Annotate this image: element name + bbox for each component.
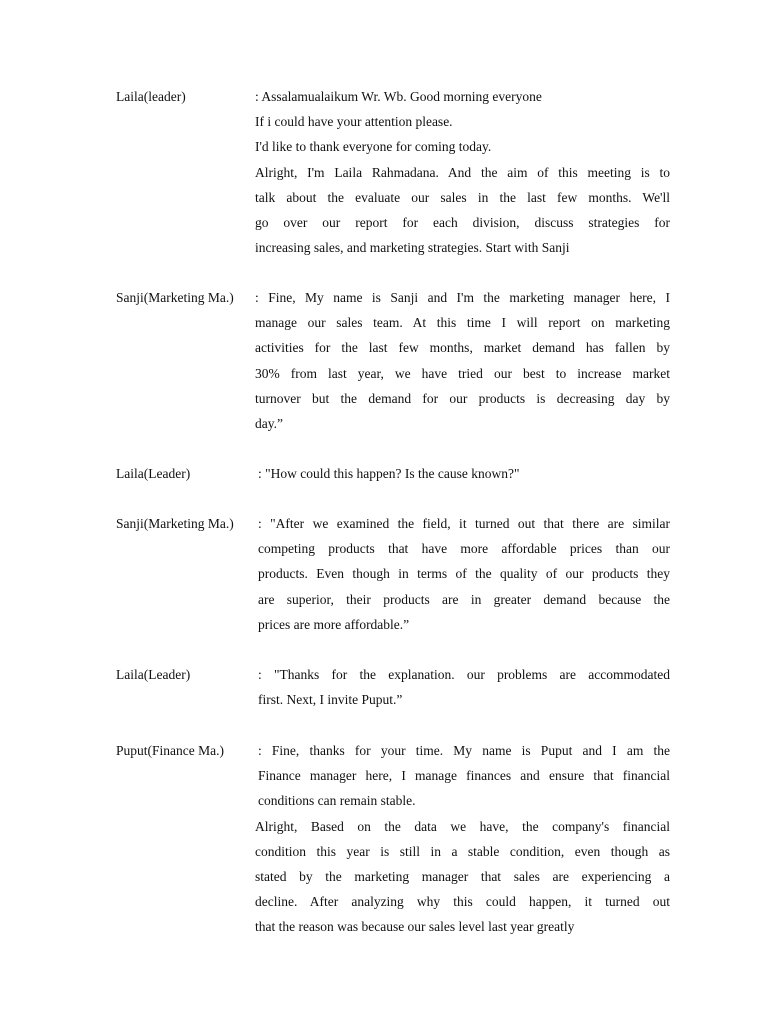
speech-line: activities for the last few months, market demand has fallen by: [255, 340, 670, 356]
speech-text: [258, 662, 670, 712]
speech-line: Finance manager here, I manage finances and ensure that financial: [258, 768, 670, 784]
speaker-name: Laila(Leader): [116, 466, 191, 481]
speech-text: [255, 814, 670, 940]
speech-text: [258, 461, 670, 486]
speech-line: I'd like to thank everyone for coming today.: [255, 139, 492, 155]
speaker-name: Sanji(Marketing Ma.): [116, 516, 234, 531]
speech-line: 30% from last year, we have tried our best to increase market: [255, 365, 670, 381]
speech-text: [255, 285, 670, 436]
speech-line: increasing sales, and marketing strategies. Start with Sanji: [255, 240, 570, 256]
speech-line: : "How could this happen? Is the cause known?": [258, 466, 520, 481]
speech-line: day.”: [255, 415, 283, 431]
speech-line: first. Next, I invite Puput.”: [258, 692, 403, 708]
speech-line: condition this year is still in a stable condition, even though as: [255, 843, 670, 859]
speech-line: manage our sales team. At this time I will report on marketing: [255, 315, 670, 331]
speech-line: are superior, their products are in greater demand because the: [258, 591, 670, 607]
speaker-name: Laila(Leader): [116, 667, 191, 682]
speech-text: [255, 84, 670, 260]
speech-line: : "After we examined the field, it turned out that there are similar: [258, 516, 670, 531]
speech-line: stated by the marketing manager that sales are experiencing a: [255, 868, 670, 884]
speech-line: : Fine, My name is Sanji and I'm the marketing manager here, I: [255, 290, 670, 305]
speech-line: competing products that have more affordable prices than our: [258, 541, 670, 557]
speech-line: that the reason was because our sales level last year greatly: [255, 919, 575, 935]
speech-line: Alright, I'm Laila Rahmadana. And the aim of this meeting is to: [255, 164, 670, 180]
speech-line: Alright, Based on the data we have, the company's financial: [255, 818, 670, 834]
speech-line: talk about the evaluate our sales in the last few months. We'll: [255, 189, 670, 205]
speech-line: : "Thanks for the explanation. our problems are accommodated: [258, 667, 670, 682]
speech-text: [258, 738, 670, 814]
speaker-name: Laila(leader): [116, 89, 186, 104]
speaker-name: Sanji(Marketing Ma.): [116, 290, 234, 305]
speech-line: decline. After analyzing why this could happen, it turned out: [255, 894, 670, 910]
speech-line: products. Even though in terms of the quality of our products they: [258, 566, 670, 582]
speech-line: conditions can remain stable.: [258, 793, 416, 809]
speech-line: : Assalamualaikum Wr. Wb. Good morning everyone: [255, 89, 542, 104]
speech-line: prices are more affordable.”: [258, 616, 410, 632]
speech-line: turnover but the demand for our products is decreasing day by: [255, 390, 670, 406]
speech-text: [258, 511, 670, 637]
speech-line: : Fine, thanks for your time. My name is Puput and I am the: [258, 743, 670, 758]
speech-line: If i could have your attention please.: [255, 114, 453, 130]
speaker-name: Puput(Finance Ma.): [116, 743, 224, 758]
speech-line: go over our report for each division, discuss strategies for: [255, 214, 670, 230]
